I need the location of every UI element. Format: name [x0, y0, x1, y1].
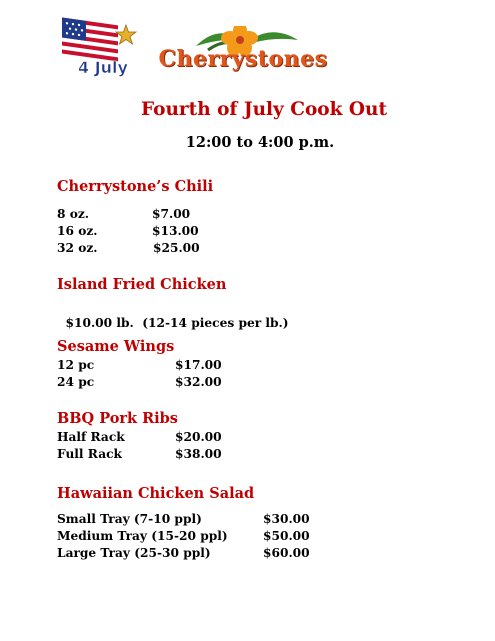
item-price: $17.00: [175, 358, 222, 372]
item-label: Medium Tray (15-20 ppl): [57, 529, 228, 543]
item-price: $25.00: [153, 241, 200, 255]
item-label: Half Rack: [57, 430, 125, 444]
item-label: 24 pc: [57, 375, 95, 389]
menu-item: [57, 224, 199, 238]
menu-item: [57, 302, 289, 330]
section-title-sesame-wings: Sesame Wings: [57, 338, 175, 355]
section-title-chili: Cherrystone’s Chili: [57, 178, 214, 195]
menu-item: [57, 430, 222, 444]
event-time: 12:00 to 4:00 p.m.: [185, 134, 335, 151]
item-label: 32 oz.: [57, 241, 98, 255]
menu-item: [57, 207, 191, 221]
brand-name: Cherrystones: [158, 46, 328, 72]
page-title: Fourth of July Cook Out: [140, 99, 388, 120]
item-label: 12 pc: [57, 358, 95, 372]
section-title-bbq-ribs: BBQ Pork Ribs: [57, 410, 178, 427]
menu-item: [57, 358, 222, 372]
item-label: Large Tray (25-30 ppl): [57, 546, 211, 560]
menu-item: [57, 447, 222, 461]
section-title-fried-chicken: Island Fried Chicken: [57, 276, 227, 293]
item-label: 16 oz.: [57, 224, 98, 238]
item-price: $50.00: [263, 529, 310, 543]
item-price: $32.00: [175, 375, 222, 389]
item-price: $13.00: [152, 224, 199, 238]
menu-item: [57, 529, 310, 543]
fourth-of-july-logo: [58, 15, 138, 80]
menu-item: [57, 546, 310, 560]
item-price: $38.00: [175, 447, 222, 461]
item-price: $7.00: [152, 207, 191, 221]
flag-logo-text: 4 July: [78, 58, 128, 77]
item-price: $30.00: [263, 512, 310, 526]
item-label: 8 oz.: [57, 207, 90, 221]
item-label: Small Tray (7-10 ppl): [57, 512, 202, 526]
flag-icon: [58, 15, 138, 80]
menu-item: [57, 375, 222, 389]
cherrystones-logo: [148, 26, 338, 78]
item-price: $60.00: [263, 546, 310, 560]
item-price: $20.00: [175, 430, 222, 444]
section-title-hawaiian-salad: Hawaiian Chicken Salad: [57, 485, 255, 502]
item-label: $10.00 lb. (12-14 pieces per lb.): [65, 316, 289, 330]
item-label: Full Rack: [57, 447, 122, 461]
menu-item: [57, 512, 310, 526]
menu-item: [57, 241, 200, 255]
